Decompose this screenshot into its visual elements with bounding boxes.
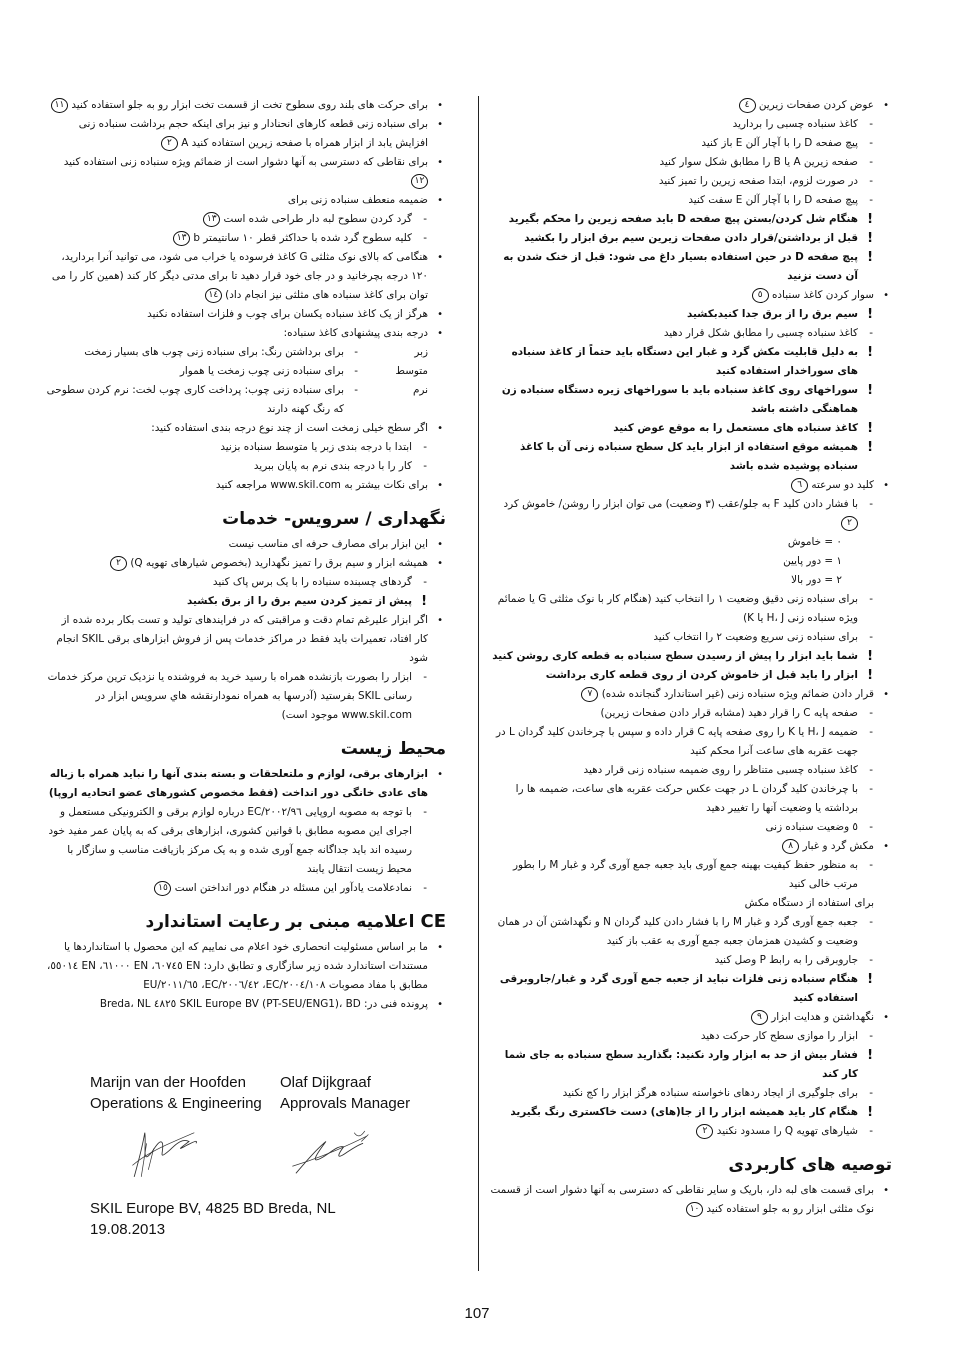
company-address: SKIL Europe BV, 4825 BD Breda, NL (90, 1200, 336, 1217)
list-item (488, 951, 892, 970)
item-text: قرار دادن ضمائم ویژه سنباده زنی (غیر استاندارد گنجانده شده) (601, 688, 874, 700)
figure-reference-badge: ٤ (739, 98, 756, 113)
item-text: پیچ صفحه D را با آچار آلن E سفت کنید (688, 194, 858, 206)
declaration-heading: CEاعلامیه مبنی بر رعایت استاندارد (145, 911, 446, 932)
list-item (488, 172, 892, 191)
list-item (46, 765, 446, 803)
item-text: کاغذ سنباده چسبی را مطابق شکل قرار دهید (663, 327, 858, 339)
signatory-2-name: Olaf Dijkgraaf (280, 1074, 371, 1091)
list-item (488, 191, 892, 210)
list-item (488, 1122, 892, 1141)
warning-item (488, 438, 892, 476)
left-instructions-list-continued (46, 419, 446, 495)
figure-reference-badge: ١٤ (205, 288, 222, 303)
warning-item (488, 248, 892, 286)
list-item (488, 495, 892, 533)
item-text: ابزار را باید قبل از خاموش کردن از روی قطعه کاری برداشت (545, 669, 858, 681)
list-item (488, 324, 892, 343)
item-text: ابزار را موازی سطح کار حرکت دهید (700, 1030, 858, 1042)
list-item (488, 476, 892, 495)
item-text: سوار کردن کاغذ سنباده (771, 289, 874, 301)
item-text: هنگامی که بالای نوک مثلثی G کاغذ فرسوده یا خراب می شود، می توانید آنرا بردارید، ١٢٠ درجه بچرخانید و در جای خود قرار دهید تا برای مدتی دیگر کار کند (همین کار را می توان برای کاغذ سنباده های مثلثی نیز انجام داد) (51, 251, 428, 301)
item-text: نمادعلامت یادآور این مسئله در هنگام دور انداختن است (174, 882, 412, 894)
list-item (46, 803, 446, 879)
list-item (46, 115, 446, 153)
warning-item (488, 229, 892, 248)
figure-reference-badge: ٢ (841, 516, 858, 531)
item-text: شیارهای تهویه Q را مسدود نکنید (716, 1125, 858, 1137)
item-text: کاغذ سنباده های مستعمل را به موقع عوض کنید (613, 422, 858, 434)
item-text: همیشه ابزار و سیم برق را تمیز نگهدارید (بخصوص شیارهای تهویه Q) (130, 557, 428, 569)
figure-reference-badge: ٦ (791, 478, 808, 493)
list-item (488, 628, 892, 647)
item-text: گرد کردن سطوح لبه دار طراحی شده است (223, 213, 412, 225)
grade-name: زبر (414, 346, 428, 358)
figure-reference-badge: ١٣ (203, 212, 220, 227)
item-text: در صورت لزوم، ابتدا صفحه زیرین را تمیز کنید (658, 175, 858, 187)
list-item (46, 476, 446, 495)
list-item (488, 286, 892, 305)
grade-description: - برای سنباده زنی چوب زمخت یا هموار (46, 362, 358, 381)
list-item (46, 879, 446, 898)
signatory-2-title: Approvals Manager (280, 1095, 411, 1112)
item-text: ٠ = خاموش (787, 536, 842, 548)
list-item (488, 704, 892, 723)
list-item (46, 457, 446, 476)
signatory-1 (90, 1072, 280, 1114)
list-item (488, 1008, 892, 1027)
item-text: ١ = دور پایین (783, 555, 842, 567)
item-text: اگر سطح خیلی زمخت است از چند نوع درجه بندی استفاده کنید: (151, 422, 428, 434)
item-text: کلیه سطوح گرد شده با حداکثر قطر ١٠ سانتیمتر b (193, 232, 412, 244)
list-item (488, 1181, 892, 1219)
item-text: همیشه موقع استفاده از ابزار باید کل سطح سنباده زنی آن با کاغذ سنباده پوشیده شده باشد (519, 441, 858, 472)
warning-item (488, 970, 892, 1008)
item-text: هرگز از یک کاغذ سنباده یکسان برای چوب و فلزات استفاده نکنید (147, 308, 428, 320)
ce-mark-icon: CE (420, 911, 446, 932)
item-text: با چرخاندن کلید گردان L در جهت عکس حرکت عقربه های ساعت، ضمیمه ها را برداشته یا وضعیت آنها را تغییر دهید (515, 783, 858, 814)
list-item (46, 995, 446, 1014)
figure-reference-badge: ١٢ (411, 174, 428, 189)
item-text: ابزارهای برقی، لوازم و ملتعلحقات و بسته بندی آنها را نباید همراه با زباله های عادی خانگی دور انداخت (فقط مخصوص کشورهای عضو اتحادیه اروپا) (48, 768, 428, 799)
grade-name: نرم (412, 384, 428, 396)
figure-reference-badge: ٩ (751, 1010, 768, 1025)
declaration-date: 19.08.2013 (90, 1221, 166, 1238)
figure-reference-badge: ١٥ (154, 881, 171, 896)
warning-item (488, 1046, 892, 1084)
item-text: ضمیمه منعطف سنباده زنی برای (287, 194, 428, 206)
item-text: سوراخهای روی کاغذ سنباده باید با سوراخهای زیره دستگاه سنباده زن هماهنگی داشته باشد (501, 384, 858, 415)
list-item (488, 552, 892, 571)
item-text: پیچ صفحه D را با آچار آلن E باز کنید (701, 137, 858, 149)
item-text: جاروبرقی را به رابط P وصل کنید (714, 954, 858, 966)
list-item (46, 573, 446, 592)
column-divider (478, 96, 479, 1271)
page-number: 107 (464, 1305, 490, 1322)
service-list (46, 535, 446, 725)
figure-reference-badge: ١١ (51, 98, 68, 113)
warning-item (488, 419, 892, 438)
list-item (46, 419, 446, 438)
item-text: پیچ صفحه D در حین استفاده بسیار داغ می شود: قبل از خنک شدن به آن دست نزنید (503, 251, 858, 282)
item-text: هنگام سنباده زنی فلزات نباید از جعبه جمع آوری گرد و غبار/جاروبرقی استفاده کنید (499, 973, 858, 1004)
item-text: برای نکات بیشتر به www.skil.com مراجعه کنید (215, 479, 428, 491)
list-item (488, 685, 892, 704)
list-item (488, 533, 892, 552)
item-text: برای سنباده زنی دقیق وضعیت ١ را انتخاب کنید (هنگام کار با نوک مثلثی G یا ضمائم ویژه سنباده زنی H، J یا K) (497, 593, 858, 624)
figure-reference-badge: ٢ (161, 136, 178, 151)
list-item (46, 229, 446, 248)
signatory-1-name: Marijn van der Hoofden (90, 1074, 246, 1091)
warning-item (488, 666, 892, 685)
grade-row (46, 362, 446, 381)
list-item (488, 761, 892, 780)
item-text: ضمیمه H، J یا K را روی صفحه پایه C قرار داده و سپس با چرخاندن کلید گردان L در جهت عقربه های ساعت آنرا محکم کنید (496, 726, 858, 757)
figure-reference-badge: ١٣ (173, 231, 190, 246)
grade-description: - برای سنباده زنی چوب: پرداخت کاری چوب لخت: نرم کردن سطوحی که رنگ کهنه دارند (46, 381, 358, 419)
signature-block (90, 1072, 470, 1240)
item-text: برای سنباده زنی قطعه کارهای انحنادار و نیز برای اینکه حجم برداشت سنباده زنی افزایش یابد از ابزار همراه با صفحه زیرین استفاده کنید A (78, 118, 428, 149)
grade-row (46, 381, 446, 419)
list-item (46, 210, 446, 229)
list-item (488, 894, 892, 913)
item-text: این ابزار برای مصارف حرفه ای مناسب نیست (228, 538, 428, 550)
item-text: به منظور حفظ کیفیت بهینه جمع آوری باید جعبه جمع آوری گرد و غبار M را بطور مرتب خالی کنید (513, 859, 858, 890)
figure-reference-badge: ٢ (696, 1124, 713, 1139)
item-text: برای استفاده از دستگاه مکش (744, 897, 874, 909)
item-text: برای سنباده زنی سریع وضعیت ٢ را انتخاب کنید (653, 631, 858, 643)
list-item (488, 115, 892, 134)
list-item (488, 1027, 892, 1046)
environment-heading: محیط زیست (340, 739, 446, 759)
item-text: عوض کردن صفحات زیرین (758, 99, 874, 111)
item-text: برای حرکت های بلند روی سطوح تخت از قسمت تخت ابزار رو به جلو استفاده کنید (71, 99, 428, 111)
item-text: برای نقاطی که دسترسی به آنها دشوار است از ضمائم ویژه سنباده زنی استفاده کنید (63, 156, 428, 168)
right-column (488, 96, 892, 1219)
item-text: جعبه جمع آوری گرد و غبار M را با فشار دادن کلید گردان N و نگهداشتن آن در همان وضعیت و کشیدن همزمان جعبه جمع آوری به عقب باز کنید (497, 916, 858, 947)
list-item (46, 535, 446, 554)
warning-item (46, 592, 446, 611)
warning-item (488, 343, 892, 381)
list-item (488, 590, 892, 628)
item-text: شما باید ابزار را پیش از رسیدن سطح سنباده به قطعه کاری روشن کنید (492, 650, 858, 662)
item-text: با فشار دادن کلید F به جلو/عقب (٣ وضعیت) می توان ابزار را روشن/ خاموش کرد (503, 498, 858, 510)
item-text: ابزار را بصورت بازنشده همراه با رسید خرید به فروشنده یا نزدیک ترین مرکز خدمات رسانی SKIL بفرستید (آدرسها به همراه نمودارنقشه هاي سرويس ابزار در www.skil.com موجود است) (47, 671, 412, 721)
item-text: درجه بندی پیشنهادی کاغذ سنباده: (283, 327, 428, 339)
list-item (46, 438, 446, 457)
signatory-2 (280, 1072, 470, 1114)
warning-item (488, 1103, 892, 1122)
figure-reference-badge: ٥ (752, 288, 769, 303)
item-text: گردهای چسبنده سنباده را با یک برس پاک کنید (212, 576, 412, 588)
list-item (46, 305, 446, 324)
list-item (488, 153, 892, 172)
item-text: ابتدا با درجه بندی زبر یا متوسط سنباده بزنید (220, 441, 412, 453)
warning-item (488, 210, 892, 229)
item-text: قبل از برداشتن/قرار دادن صفحات زیرین سیم برق ابزار را بکشید (524, 232, 858, 244)
list-item (488, 571, 892, 590)
application-advice-heading: توصیه های کاربردی (728, 1155, 892, 1175)
signature-2-icon (280, 1122, 470, 1184)
item-text: پرونده فنی در: SKIL Europe BV (PT-SEU/ENG1)، BD ٤٨٢٥ Breda، NL (99, 998, 428, 1010)
item-text: کار را با درجه بندی نرم به پایان ببرید (253, 460, 412, 472)
left-instructions-list (46, 96, 446, 343)
declaration-list (46, 938, 446, 1014)
list-item (46, 153, 446, 191)
item-text: فشار بیش از حد به ابزار وارد نکنید: بگذارید سطح سنباده به جای شما کار کند (504, 1049, 858, 1080)
item-text: ٢ = دور بالا (791, 574, 842, 586)
list-item (488, 913, 892, 951)
list-item (488, 856, 892, 894)
list-item (46, 554, 446, 573)
item-text: به دلیل قابلیت مکش گرد و غبار این دستگاه باید حتماً از کاغذ سنباده های سوراخدار استفاده کنید (511, 346, 858, 377)
list-item (46, 191, 446, 210)
warning-item (488, 305, 892, 324)
right-instructions-list (488, 96, 892, 1141)
item-text: صفحه پایه C را قرار دهید (مشابه قرار دادن صفحات زیرین) (600, 707, 858, 719)
list-item (488, 780, 892, 818)
list-item (46, 96, 446, 115)
figure-reference-badge: ٧ (581, 687, 598, 702)
item-text: اگر ابزار علیرغم تمام دقت و مراقبتی که در فرایندهای تولید و تست بکار برده شده از کار افتاد، تعمیرات باید فقط در مراکز خدمات پس از فروش ابزارهای برقی SKIL انجام شود (56, 614, 428, 664)
item-text: صفحه زیرین A یا B را مطابق شکل سوار کنید (659, 156, 858, 168)
item-text: کاغذ سنباده چسبی را بردارید (732, 118, 858, 130)
item-text: با توجه به مصوبه اروپایی ٢٠٠٢/٩٦/EC درباره لوازم برقی و الکترونیکی مستعمل و اجرای این مصوبه مطابق با قوانین کشوری، ابزارهای برقی که به پایان عمر مفید خود رسیده اند باید جداگانه جمع آوری شده و به یک مرکز بازیافت مناسب و سازگار با محیط زیست انتقال یابند (48, 806, 412, 875)
list-item (46, 611, 446, 668)
item-text: کلید دو سرعته (811, 479, 874, 491)
item-text: پیش از تمیز کردن سیم برق را از برق بکشید (187, 595, 412, 607)
item-text: نگهداشتن و هدایت ابزار (771, 1011, 874, 1023)
sandpaper-grades (46, 343, 446, 419)
figure-reference-badge: ٢ (110, 556, 127, 571)
item-text: برای قسمت های لبه دار، باریک و سایر نقاطی که دسترسی به آنها دشوار است از قسمت نوک مثلثی ابزار رو به جلو استفاده کنید (490, 1184, 874, 1215)
item-text: مکش گرد و غبار (802, 840, 874, 852)
item-text: برای جلوگیری از ایجاد ردهای ناخواسته سنباده هرگز ابزار را کج نکنید (562, 1087, 858, 1099)
list-item (46, 938, 446, 995)
warning-item (488, 381, 892, 419)
item-text: ٥ وضعیت سنباده زنی (765, 821, 858, 833)
list-item (46, 668, 446, 725)
list-item (488, 1084, 892, 1103)
environment-list (46, 765, 446, 898)
list-item (488, 96, 892, 115)
list-item (488, 837, 892, 856)
grade-description: - برای برداشتن رنگ: برای سنباده زنی چوب های بسیار زمخت (46, 343, 358, 362)
service-heading: نگهداری / سرویس- خدمات (222, 509, 446, 529)
warning-item (488, 647, 892, 666)
list-item (488, 818, 892, 837)
item-text: کاغذ سنباده چسبی متناظر را روی ضمیمه سنباده زنی قرار دهید (583, 764, 858, 776)
grade-name: متوسط (395, 365, 428, 377)
list-item (488, 134, 892, 153)
signature-1-icon (90, 1122, 280, 1184)
item-text: هنگام کار باید همیشه ابزار را از جا(های) دست خاکستری رنگ بگیرید (510, 1106, 858, 1118)
application-advice-list (488, 1181, 892, 1219)
item-text: ما بر اساس مسئولیت انحصاری خود اعلام می نماییم که این محصول با استانداردها یا مستندات استاندارد شده زیر سازگاری و تطابق دارد: EN ٦٠٧٤٥، EN ٦١٠٠٠، EN ٥٥٠١٤، مطابق با مفاد مصوبات ٢٠٠٤/١٠٨/EC، ٢٠٠٦/٤٢/EC، ٢٠١١/٦٥/EU (46, 941, 428, 991)
figure-reference-badge: ١٠ (686, 1202, 703, 1217)
list-item (46, 324, 446, 343)
signatory-1-title: Operations & Engineering (90, 1095, 262, 1112)
item-text: سیم برق را از برق جدا کنیدبکشید (686, 308, 858, 320)
list-item (488, 723, 892, 761)
grade-row (46, 343, 446, 362)
item-text: هنگام شل کردن/بستن پیچ صفحه D باید صفحه زیرین را محکم بگیرید (508, 213, 858, 225)
left-column (46, 96, 446, 1014)
list-item (46, 248, 446, 305)
figure-reference-badge: ٨ (782, 839, 799, 854)
